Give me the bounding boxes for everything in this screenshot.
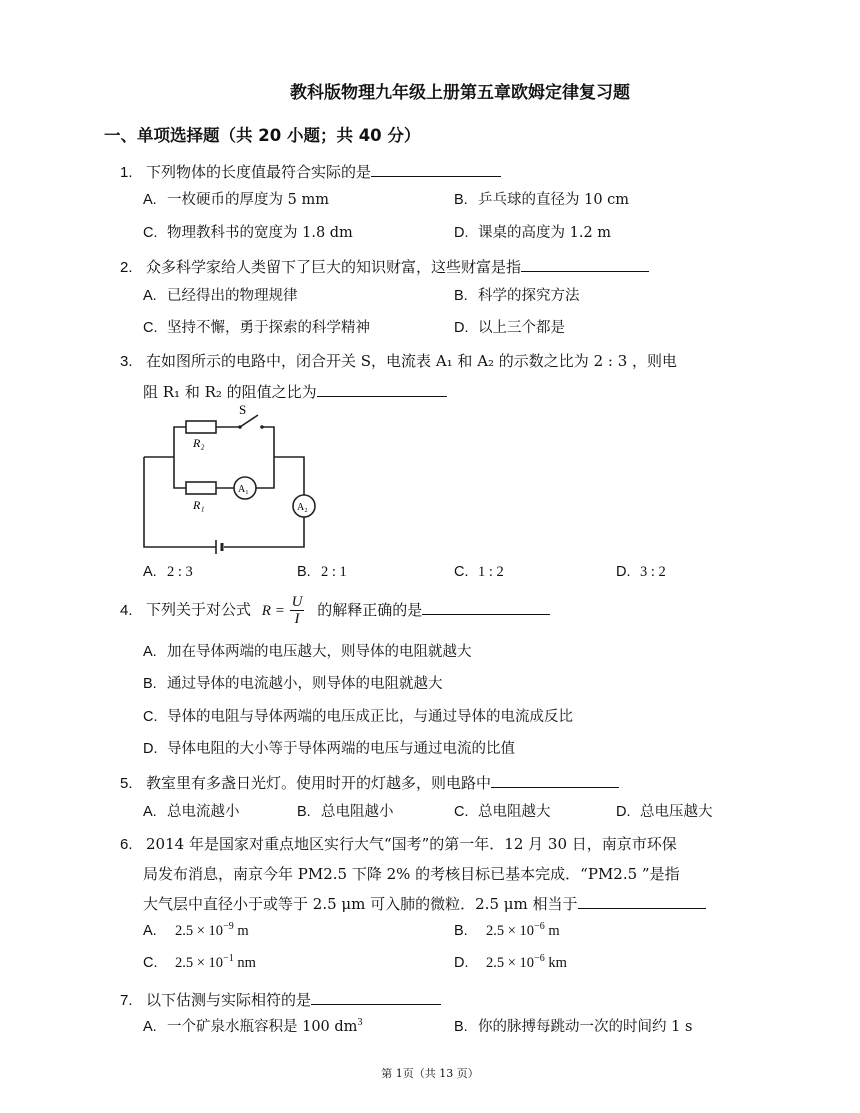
- option-b[interactable]: [454, 921, 560, 940]
- option-d[interactable]: [616, 800, 713, 821]
- option-c[interactable]: [143, 316, 370, 337]
- option-d[interactable]: [454, 221, 611, 242]
- option-b[interactable]: [454, 1015, 692, 1036]
- formula-lhs: R =: [261, 602, 285, 619]
- option-d[interactable]: [454, 953, 567, 972]
- option-text: 总电阻越大: [478, 804, 551, 820]
- question-3: [120, 350, 677, 371]
- option-a[interactable]: [143, 1015, 362, 1036]
- option-base: 2.5 × 10: [175, 954, 224, 971]
- question-stem: 众多科学家给人类留下了巨大的知识财富，这些财富是指: [146, 258, 522, 276]
- option-label: A.: [143, 1019, 157, 1035]
- formula-denominator: I: [294, 611, 300, 627]
- question-number: 7.: [120, 992, 133, 1009]
- question-3-line2: [143, 380, 447, 402]
- option-label: B.: [454, 1019, 468, 1035]
- question-number: 2.: [120, 259, 133, 276]
- option-label: C.: [143, 709, 158, 725]
- answer-blank[interactable]: [422, 598, 550, 615]
- option-label: B.: [454, 192, 468, 208]
- option-text: 坚持不懈，勇于探索的科学精神: [167, 320, 370, 336]
- question-number: 1.: [120, 164, 133, 181]
- option-text: 乒乓球的直径为 10 cm: [478, 192, 630, 208]
- option-label: A.: [143, 288, 157, 304]
- option-c[interactable]: [143, 953, 256, 972]
- answer-blank[interactable]: [491, 771, 619, 788]
- option-b[interactable]: [454, 188, 629, 209]
- circuit-diagram: [138, 405, 328, 555]
- option-b[interactable]: [143, 672, 443, 693]
- option-label: C.: [143, 320, 158, 336]
- option-text: 导体电阻的大小等于导体两端的电压与通过电流的比值: [167, 741, 515, 757]
- answer-blank[interactable]: [317, 380, 447, 397]
- option-text: 总电流越小: [167, 804, 240, 820]
- option-label: D.: [616, 564, 631, 580]
- r2-label: R₂: [193, 436, 205, 450]
- switch-label: S: [239, 405, 247, 417]
- option-label: D.: [454, 225, 469, 241]
- question-stem: 以下估测与实际相符的是: [146, 991, 312, 1009]
- option-label: C.: [143, 225, 158, 241]
- option-a[interactable]: [143, 800, 240, 821]
- option-label: A.: [143, 192, 157, 208]
- option-superscript: 3: [357, 1017, 363, 1029]
- question-stem: 下列物体的长度值最符合实际的是: [146, 163, 372, 181]
- option-text: 总电压越大: [640, 804, 713, 820]
- option-label: B.: [297, 564, 311, 580]
- question-4: [120, 594, 550, 627]
- answer-blank[interactable]: [371, 160, 501, 177]
- option-text: 一个矿泉水瓶容积是 100 dm: [167, 1019, 358, 1035]
- option-base: 2.5 × 10: [486, 954, 535, 971]
- option-label: A.: [143, 564, 157, 580]
- option-b[interactable]: [454, 284, 580, 305]
- section-heading: 一、单项选择题（共 20 小题；共 40 分）: [104, 126, 421, 145]
- question-1: [120, 160, 501, 182]
- option-d[interactable]: [616, 564, 666, 581]
- question-number: 4.: [120, 601, 133, 619]
- option-label: A.: [143, 922, 157, 939]
- option-label: C.: [454, 564, 469, 580]
- option-a[interactable]: [143, 564, 193, 581]
- option-text: 导体的电阻与导体两端的电压成正比，与通过导体的电流成反比: [167, 709, 573, 725]
- option-text: 物理教科书的宽度为 1.8 dm: [167, 225, 353, 241]
- option-a[interactable]: [143, 284, 298, 305]
- question-2: [120, 255, 649, 277]
- question-stem-end: 的解释正确的是: [317, 600, 423, 619]
- option-c[interactable]: [143, 221, 353, 242]
- option-text: 一枚硬币的厚度为 5 mm: [167, 192, 329, 208]
- option-text: 2 : 1: [321, 564, 347, 580]
- question-6: [120, 833, 677, 854]
- question-number: 6.: [120, 836, 133, 853]
- option-exponent: −9: [223, 921, 234, 932]
- option-label: D.: [454, 320, 469, 336]
- question-stem-line1: 2014 年是国家对重点地区实行大气“国考”的第一年．12 月 30 日，南京市环保: [146, 835, 677, 853]
- option-text: 科学的探究方法: [478, 288, 580, 304]
- option-label: B.: [454, 922, 468, 939]
- question-stem: 下列关于对公式: [146, 600, 252, 619]
- option-text: 以上三个都是: [478, 320, 565, 336]
- option-label: D.: [616, 804, 631, 820]
- question-stem-line2: 阻 R₁ 和 R₂ 的阻值之比为: [143, 383, 317, 401]
- option-text: 通过导体的电流越小，则导体的电阻就越大: [167, 676, 443, 692]
- question-stem: 教室里有多盏日光灯。使用时开的灯越多，则电路中: [146, 774, 492, 792]
- option-label: B.: [297, 804, 311, 820]
- option-a[interactable]: [143, 921, 249, 940]
- question-6-line2: [143, 863, 680, 884]
- question-6-line3: [143, 892, 706, 914]
- option-label: B.: [454, 288, 468, 304]
- option-base: 2.5 × 10: [175, 922, 224, 939]
- page-title: 教科版物理九年级上册第五章欧姆定律复习题: [290, 83, 630, 103]
- option-unit: km: [544, 954, 567, 971]
- option-c[interactable]: [143, 705, 573, 726]
- question-number: 5.: [120, 775, 133, 792]
- option-label: C.: [454, 804, 469, 820]
- option-b[interactable]: [297, 800, 394, 821]
- formula-fraction: [290, 594, 305, 627]
- question-7: [120, 988, 441, 1010]
- option-label: A.: [143, 804, 157, 820]
- option-text: 课桌的高度为 1.2 m: [478, 225, 612, 241]
- option-unit: m: [233, 922, 249, 939]
- option-text: 3 : 2: [640, 564, 666, 580]
- question-stem-line3: 大气层中直径小于或等于 2.5 μm 可入肺的微粒．2.5 μm 相当于: [143, 895, 578, 913]
- answer-blank[interactable]: [578, 892, 706, 909]
- option-text: 1 : 2: [478, 564, 504, 580]
- answer-blank[interactable]: [521, 255, 649, 272]
- option-c[interactable]: [454, 800, 551, 821]
- option-label: C.: [143, 954, 158, 971]
- ammeter-a1-label: A₁: [238, 484, 249, 495]
- option-text: 你的脉搏每跳动一次的时间约 1 s: [478, 1019, 693, 1035]
- option-label: B.: [143, 676, 157, 692]
- option-a[interactable]: [143, 640, 472, 661]
- option-c[interactable]: [454, 564, 504, 581]
- option-unit: m: [544, 922, 560, 939]
- answer-blank[interactable]: [311, 988, 441, 1005]
- option-text: 已经得出的物理规律: [167, 288, 298, 304]
- option-exponent: −1: [223, 953, 234, 964]
- formula-numerator: U: [291, 594, 303, 610]
- option-b[interactable]: [297, 564, 347, 581]
- option-label: D.: [454, 954, 469, 971]
- question-number: 3.: [120, 353, 133, 370]
- question-stem-line1: 在如图所示的电路中，闭合开关 S，电流表 A₁ 和 A₂ 的示数之比为 2 : 3 ，则电: [146, 352, 678, 370]
- option-exponent: −6: [534, 921, 545, 932]
- option-text: 加在导体两端的电压越大，则导体的电阻就越大: [167, 644, 472, 660]
- option-base: 2.5 × 10: [486, 922, 535, 939]
- question-stem-line2: 局发布消息，南京今年 PM2.5 下降 2% 的考核目标已基本完成．“PM2.5 ”是指: [143, 865, 680, 883]
- page-footer: 第 1页（共 13 页）: [381, 1067, 479, 1080]
- r1-label: R₁: [193, 498, 205, 512]
- option-text: 2 : 3: [167, 564, 193, 580]
- option-d[interactable]: [143, 737, 515, 758]
- option-unit: nm: [233, 954, 256, 971]
- option-exponent: −6: [534, 953, 545, 964]
- question-5: [120, 771, 619, 793]
- option-label: A.: [143, 644, 157, 660]
- option-text: 总电阻越小: [321, 804, 394, 820]
- ammeter-a2-label: A₂: [297, 502, 308, 513]
- option-d[interactable]: [454, 316, 565, 337]
- option-a[interactable]: [143, 188, 329, 209]
- option-label: D.: [143, 741, 158, 757]
